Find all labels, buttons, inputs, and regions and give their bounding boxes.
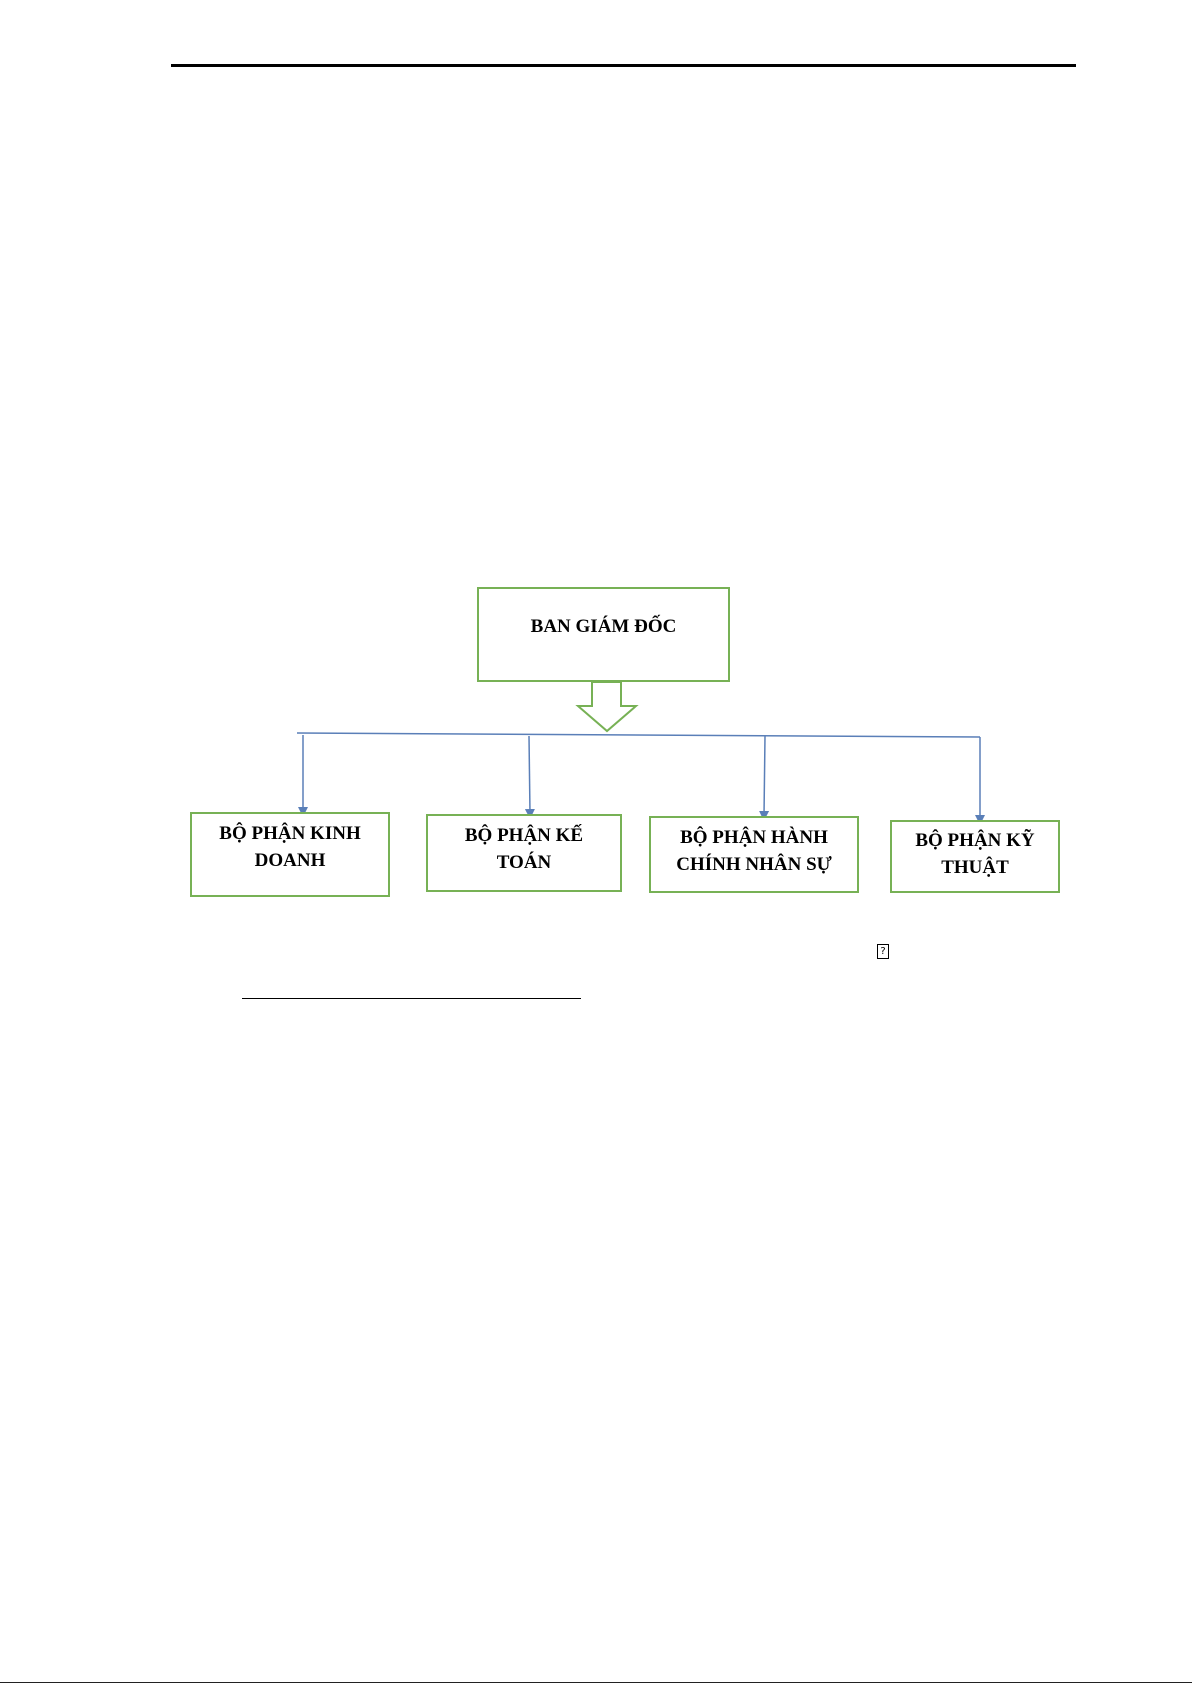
block-arrow-down xyxy=(578,682,636,731)
distribution-line xyxy=(297,733,980,737)
page-footer-rule xyxy=(0,1682,1192,1683)
department-node-sales xyxy=(190,812,390,897)
department-label: BỘ PHẬN KẾ TOÁN xyxy=(464,825,584,873)
department-node-hr-admin xyxy=(649,816,859,893)
department-label: BỘ PHẬN HÀNH CHÍNH NHÂN SỰ xyxy=(676,827,832,875)
missing-glyph-box: ? xyxy=(877,944,889,959)
connector-arrow-2 xyxy=(529,736,530,814)
connector-arrow-3 xyxy=(764,736,765,816)
department-node-accounting xyxy=(426,814,622,892)
department-label: BỘ PHẬN KINH DOANH xyxy=(219,823,361,871)
root-node-label: BAN GIÁM ĐỐC xyxy=(530,616,677,637)
footnote-separator-rule xyxy=(242,998,581,999)
department-label: BỘ PHẬN KỸ THUẬT xyxy=(915,830,1035,878)
root-node-box xyxy=(477,587,730,682)
page-header-rule xyxy=(171,64,1076,67)
department-node-technical xyxy=(890,820,1060,893)
